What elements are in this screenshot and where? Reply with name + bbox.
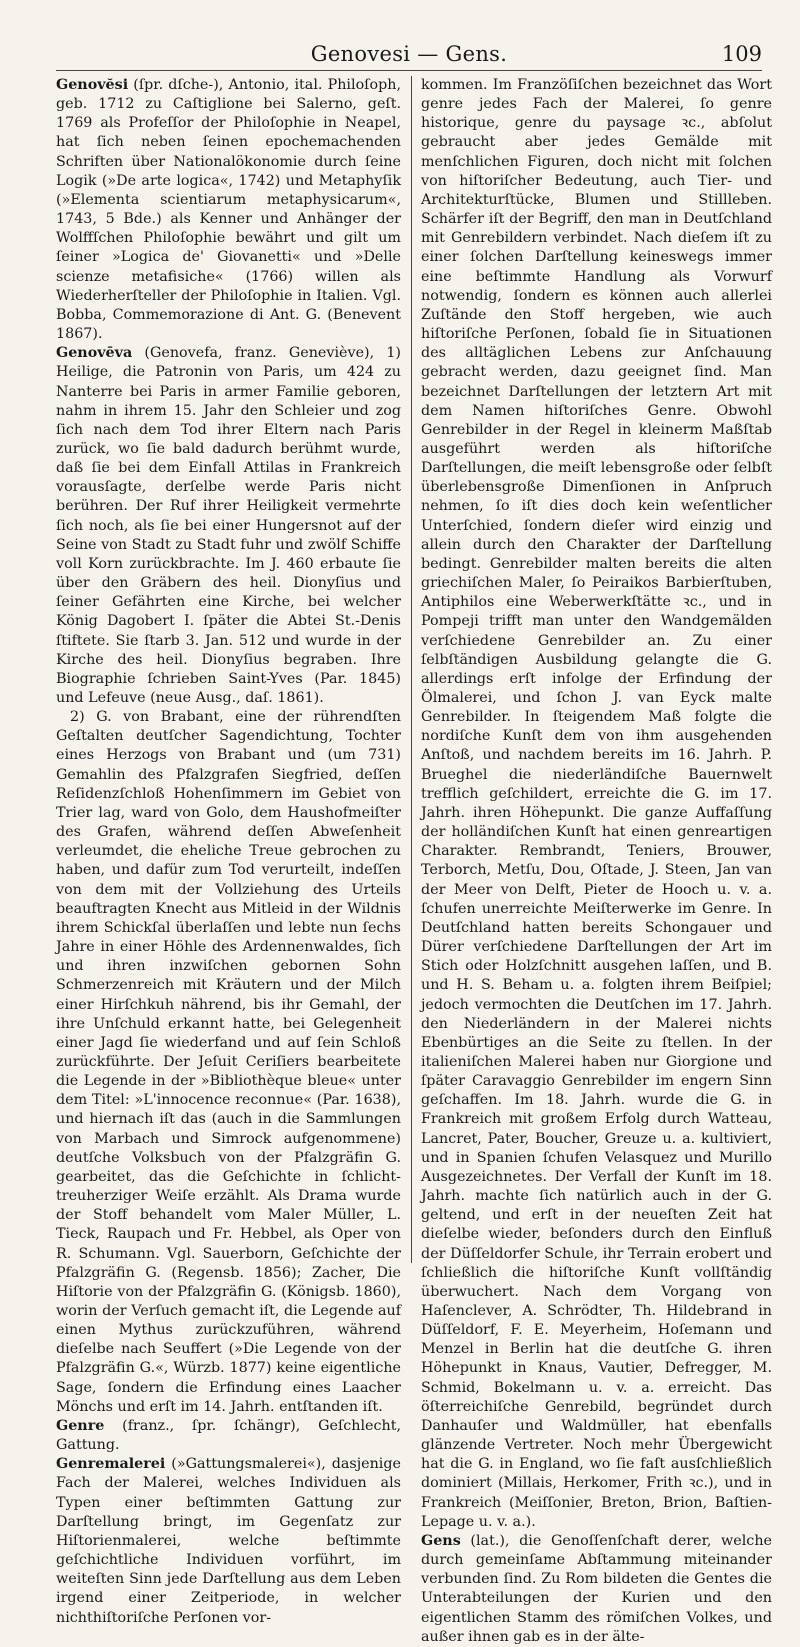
page-number: 109 — [721, 42, 762, 66]
entry-text: (»Gattungsmalerei«), dasjenige Fach der Malerei, welches Individuen als Typen einer beſtimmten Gattung zur Darſtellung bringt, im Gegenſatz zur Hiſtorienmalerei, welche beſtimmte geſchichtliche Individuen vorführt, im weiteſten Sinn jede Darſtellung aus dem Leben irgend einer Zeitperiode, in welcher nichthiſtoriſche Perſonen vor- — [56, 1456, 401, 1626]
entry-genovesi — [56, 76, 401, 344]
entry-text: kommen. Im Franzöſiſchen bezeichnet das Wort genre jedes Fach der Malerei, ſo genre historique, genre du paysage ꝛc., abſolut gebraucht aber jedes Gemälde mit menſchlichen Figuren, doch nicht mit ſolchen von hiſtoriſcher Bedeutung, auch Tier- und Architekturſtücke, Blumen und Stillleben. Schärfer iſt der Begriff, den man in Deutſchland mit Genrebildern verbindet. Nach dieſem iſt zu einer ſolchen Darſtellung keineswegs immer eine beſtimmte Handlung als Vorwurf notwendig, ſondern es können auch allerlei Zuſtände den Stoff hergeben, wie auch hiſtoriſche Perſonen, ſobald ſie in Situationen des alltäglichen Lebens zur Anſchauung gebracht werden, dazu geeignet ſind. Man bezeichnet Darſtellungen der letztern Art mit dem Namen hiſtoriſches Genre. Obwohl Genrebilder in der Regel in kleinerm Maßſtab ausgeführt werden als hiſtoriſche Darſtellungen, die meiſt lebensgroße oder ſelbſt überlebensgroße Dimenſionen in Anſpruch nehmen, ſo iſt dies doch kein weſentlicher Unterſchied, ſondern dieſer wird einzig und allein durch den Charakter der Darſtellung bedingt. Genrebilder malten bereits die alten griechiſchen Maler, ſo Peiraikos Barbierſtuben, Antiphilos eine Weberwerkſtätte ꝛc., und in Pompeji trifft man unter den Wandgemälden verſchiedene Genrebilder an. Zu einer ſelbſtändigen Ausbildung gelangte die G. allerdings erſt infolge der Erfindung der Ölmalerei, und ſchon J. van Eyck malte Genrebilder. In ſteigendem Maß folgte die nordiſche Kunſt dem von ihm ausgehenden Anſtoß, und nachdem bereits im 16. Jahrh. P. Brueghel die niederländiſche Bauernwelt trefflich geſchildert, erreichte die G. im 17. Jahrh. ihren Höhepunkt. Die ganze Auffaſſung der holländiſchen Kunſt hat einen genreartigen Charakter. Rembrandt, Teniers, Brouwer, Terborch, Metſu, Dou, Oſtade, J. Steen, Jan van der Meer von Delft, Pieter de Hooch u. v. a. ſchufen unerreichte Meiſterwerke im Genre. In Deutſchland hatten bereits Schongauer und Dürer verſchiedene Darſtellungen der Art im Stich oder Holzſchnitt ausgehen laſſen, und B. und H. S. Beham u. a. folgten ihrem Beiſpiel; jedoch vermochten die Deutſchen im 17. Jahrh. den Niederländern in der Malerei nichts Ebenbürtiges an die Seite zu ſtellen. In der italieniſchen Malerei haben nur Giorgione und ſpäter Caravaggio Genrebilder im engern Sinn geſchaffen. Im 18. Jahrh. wurde die G. in Frankreich mit großem Erfolg durch Watteau, Lancret, Pater, Boucher, Greuze u. a. kultiviert, und in Spanien ſchufen Velasquez und Murillo Ausgezeichnetes. Der Verfall der Kunſt im 18. Jahrh. machte ſich natürlich auch in der G. geltend, und erſt in der neueſten Zeit hat dieſelbe wieder, beſonders durch den Einfluß der Düſſeldorfer Schule, ihr Terrain erobert und ſchließlich die hiſtoriſche Kunſt vollſtändig überwuchert. Nach dem Vorgang von Haſenclever, A. Schrödter, Th. Hildebrand in Düſſeldorf, F. E. Meyerheim, Hoſemann und Menzel in Berlin hat die deutſche G. ihren Höhepunkt in Knaus, Vautier, Defregger, M. Schmid, Bokelmann u. v. a. erreicht. Das öſterreichiſche Genrebild, begründet durch Danhauſer und Waldmüller, hat ebenfalls glänzende Vertreter. Noch mehr Übergewicht hat die G. in England, wo ſie faſt ausſchließlich dominiert (Millais, Herkomer, Frith ꝛc.), und in Frankreich (Meiſſonier, Breton, Brion, Baſtien-Lepage u. v. a.). — [421, 77, 772, 1530]
entry-headword: Genovēva — [56, 345, 133, 362]
column-divider — [411, 76, 412, 1263]
entry-text: (Genovefa, franz. Geneviève), 1) Heilige, die Patronin von Paris, um 424 zu Nanterre bei Paris in armer Familie geboren, nahm in ihrem 15. Jahr den Schleier und zog ſich nach dem Tod ihrer Eltern nach Paris zurück, wo ſie bald dadurch berühmt wurde, daß ſie bei dem Einfall Attilas in Frankreich vorausſagte, derſelbe werde Paris nicht berühren. Der Ruf ihrer Heiligkeit vermehrte ſich noch, als ſie bei einer Hungersnot auf der Seine von Stadt zu Stadt fuhr und zwölf Schiffe voll Korn zurückbrachte. Im J. 460 erbaute ſie über den Gräbern des heil. Dionyſius und ſeiner Gefährten eine Kirche, bei welcher König Dagobert I. ſpäter die Abtei St.-Denis ſtiftete. Sie ſtarb 3. Jan. 512 und wurde in der Kirche des heil. Dionyſius begraben. Ihre Biographie ſchrieben Saint-Yves (Par. 1845) und Lefeuve (neue Ausg., daſ. 1861). — [56, 345, 401, 706]
header-rule — [56, 70, 762, 71]
entry-genre — [56, 1417, 401, 1455]
entry-genremalerei — [56, 1455, 401, 1627]
entry-headword: Genre — [56, 1417, 105, 1434]
entry-gens — [421, 1532, 772, 1647]
entry-genoveva — [56, 344, 401, 708]
right-column — [421, 76, 772, 1645]
entry-headword: Genovĕsi — [56, 77, 129, 93]
entry-text: (ſpr. dſche-), Antonio, ital. Philoſoph, geb. 1712 zu Caſtiglione bei Salerno, geſt. 1769 als Profeſſor der Philoſophie in Neapel, hat ſich neben ſeinen epochemachenden Schriften über Nationalökonomie durch ſeine Logik (»De arte logica«, 1742) und Metaphyſik (»Elementa scientiarum metaphysicarum«, 1743, 5 Bde.) als Kenner und Anhänger der Wolffſchen Philoſophie bewährt und gilt um ſeiner »Logica de' Giovanetti« und »Delle scienze metafisiche« (1766) willen als Wiederherſteller der Philoſophie in Italien. Vgl. Bobba, Commemorazione di Ant. G. (Benevent 1867). — [56, 77, 401, 343]
entry-text: 2) G. von Brabant, eine der rührendſten Geſtalten deutſcher Sagendichtung, Tochter eines Herzogs von Brabant und (um 731) Gemahlin des Pfalzgrafen Siegfried, deſſen Reſidenzſchloß Hohenſimmern im Gebiet von Trier lag, ward von Golo, dem Haushofmeiſter des Grafen, während deſſen Abweſenheit verleumdet, die eheliche Treue gebrochen zu haben, und dafür zum Tod verurteilt, indeſſen von dem mit der Vollziehung des Urteils beauftragten Knecht aus Mitleid in der Wildnis ihrem Schickſal überlaſſen und lebte nun ſechs Jahre in einer Höhle des Ardennenwaldes, ſich und ihren inzwiſchen gebornen Sohn Schmerzenreich mit Kräutern und der Milch einer Hirſchkuh nährend, bis ihr Gemahl, der ihre Unſchuld erkannt hatte, bei Gelegenheit einer Jagd ſie wiederfand und auf ſein Schloß zurückführte. Der Jeſuit Ceriſiers bearbeitete die Legende in der »Bibliothèque bleue« unter dem Titel: »L'innocence reconnue« (Par. 1638), und hiernach iſt das (auch in die Sammlungen von Marbach und Simrock aufgenommene) deutſche Volksbuch von der Pfalzgräfin G. gearbeitet, das die Geſchichte in ſchlicht-treuherziger Weiſe erzählt. Als Drama wurde der Stoff behandelt vom Maler Müller, L. Tieck, Raupach und Fr. Hebbel, als Oper von R. Schumann. Vgl. Sauerborn, Geſchichte der Pfalzgräfin G. (Regensb. 1856); Zacher, Die Hiſtorie von der Pfalzgräfin G. (Königsb. 1860), worin der Verſuch gemacht iſt, die Legende auf einen Mythus zurückzuführen, während dieſelbe nach Seuffert (»Die Legende von der Pfalzgräfin G.«, Würzb. 1877) keine eigentliche Sage, ſondern die Erfindung eines Laacher Mönchs und erſt im 14. Jahrh. entſtanden iſt. — [56, 709, 401, 1415]
entry-headword: Gens — [421, 1532, 461, 1549]
running-head — [56, 40, 762, 68]
entry-genremalerei-continued — [421, 76, 772, 1532]
page-header-title: Genovesi — Gens. — [310, 42, 508, 66]
entry-genoveva-brabant — [56, 708, 401, 1417]
entry-headword: Genremalerei — [56, 1456, 166, 1473]
entry-text: (lat.), die Genoſſenſchaft derer, welche durch gemeinſame Abſtammung miteinander verbunden ſind. Zu Rom bildeten die Gentes die Unterabteilungen der Kurien und den eigentlichen Stamm des römiſchen Volkes, und außer ihnen gab es in der älte- — [421, 1532, 772, 1645]
left-column — [56, 76, 401, 1626]
entry-text: (franz., ſpr. ſchängr), Geſchlecht, Gattung. — [56, 1417, 401, 1454]
